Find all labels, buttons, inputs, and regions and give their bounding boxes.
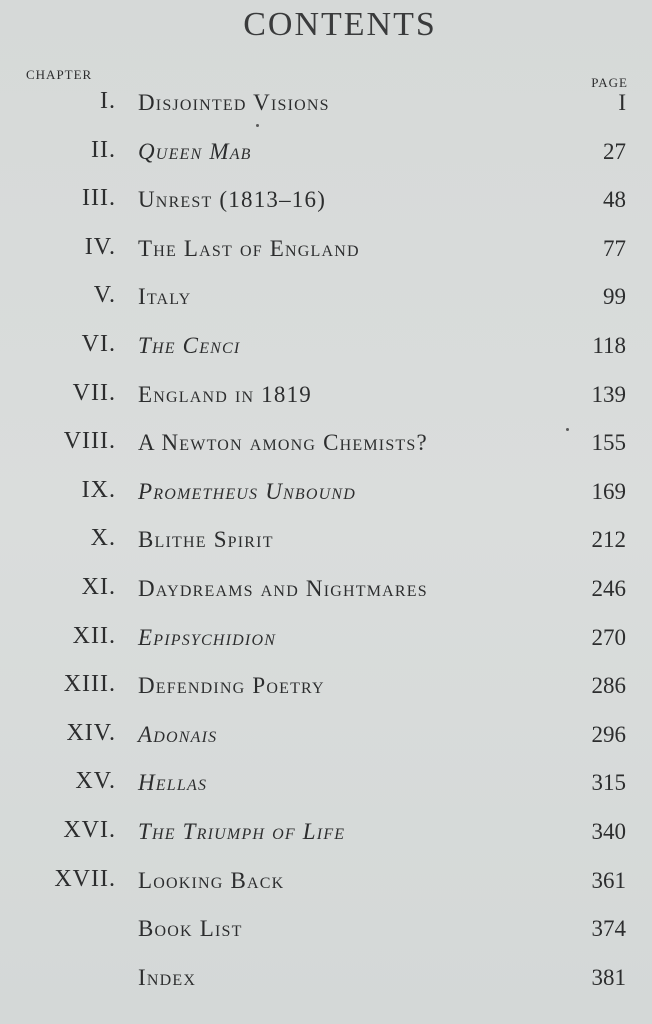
chapter-number: I. [100,88,116,114]
chapter-title: England in 1819 [138,381,312,407]
chapter-number: VIII. [63,428,116,455]
toc-row [0,623,652,663]
toc-row [0,866,652,906]
toc-row [0,768,652,808]
chapter-number: V. [93,282,116,309]
toc-row [0,477,652,517]
chapter-number: VII. [72,379,116,406]
chapter-number: XV. [75,768,116,795]
toc-row [0,671,652,711]
page-number: 246 [591,576,626,601]
page-number: 315 [591,770,626,796]
page-number: 99 [603,284,626,310]
toc-row [0,88,652,128]
chapter-title: The Last of England [138,235,360,261]
chapter-column-header: CHAPTER [26,67,93,82]
chapter-title: Queen Mab [138,138,252,164]
page-number: 270 [591,624,626,650]
page-number: 77 [603,235,626,261]
page-number: 340 [591,819,626,844]
chapter-number: XIII. [63,671,116,698]
paper-speck [256,124,259,127]
toc-row [0,137,652,177]
chapter-title: Prometheus Unbound [138,478,357,504]
toc-row [0,428,652,468]
paper-speck [566,428,569,431]
page-number: 118 [592,333,626,358]
chapter-title: A Newton among Chemists? [138,430,428,456]
chapter-number: XII. [72,622,116,649]
chapter-number: II. [91,136,116,163]
chapter-title: The Cenci [138,333,241,358]
chapter-number: XVI. [63,817,116,843]
chapter-title: Defending Poetry [138,673,325,699]
chapter-title: Epipsychidion [138,624,277,650]
toc-row [0,817,652,857]
toc-row [0,380,652,420]
page-number: 296 [591,721,626,747]
chapter-number: X. [90,525,116,552]
toc-row [0,282,652,322]
page-number: 169 [591,478,626,504]
page-number: 27 [603,138,626,164]
page-column-header: PAGE [591,75,628,90]
chapter-title: Hellas [138,770,208,796]
chapter-title: Adonais [138,721,218,747]
chapter-number: IX. [81,476,116,503]
page-number: 139 [591,381,626,407]
page-number: 381 [591,964,626,990]
chapter-number: IV. [84,233,116,260]
chapter-title: Disjointed Visions [138,90,330,115]
toc-row [0,185,652,225]
page-number: I [618,90,626,115]
toc-row [0,963,652,1003]
chapter-title: Italy [138,284,192,310]
chapter-number: VI. [81,331,116,357]
page-number: 155 [591,430,626,456]
toc-row [0,234,652,274]
page-title: CONTENTS [243,6,437,43]
chapter-title: Book List [138,916,243,942]
chapter-title: The Triumph of Life [138,819,346,844]
page-number: 212 [591,527,626,553]
chapter-number: XI. [81,574,116,600]
page-number: 286 [591,673,626,699]
toc-row [0,525,652,565]
chapter-number: III. [82,185,116,212]
chapter-number: XIV. [66,719,116,746]
chapter-title: Index [138,964,197,990]
chapter-title: Looking Back [138,867,285,893]
chapter-title: Blithe Spirit [138,527,274,553]
toc-row [0,914,652,954]
page-number: 361 [591,867,626,893]
chapter-title: Daydreams and Nightmares [138,576,428,601]
page-number: 48 [603,187,626,213]
chapter-title: Unrest (1813–16) [138,187,327,213]
chapter-number: XVII. [54,865,116,892]
page-number: 374 [591,916,626,942]
toc-row [0,720,652,760]
toc-row [0,574,652,614]
toc-row [0,331,652,371]
